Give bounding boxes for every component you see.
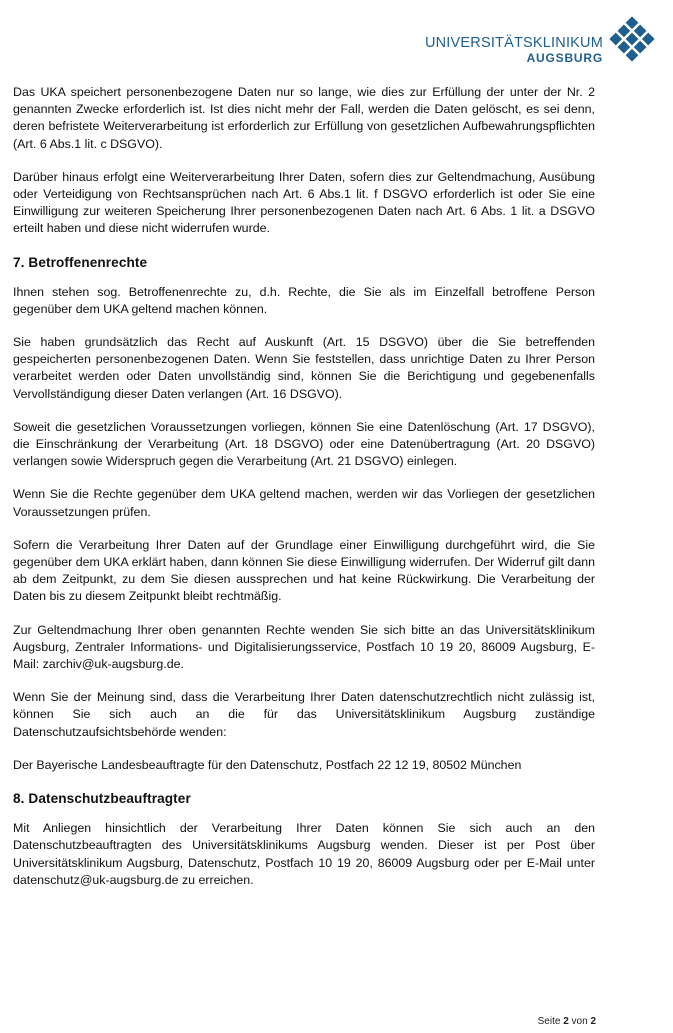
paragraph-verification: Wenn Sie die Rechte gegenüber dem UKA geltend machen, werden wir das Vorliegen der gesetzlichen Voraussetzungen prüfen. <box>13 487 595 519</box>
logo-line-university: UNIVERSITÄTSKLINIKUM <box>424 35 603 51</box>
paragraph-authority-address: Der Bayerische Landesbeauftragte für den Datenschutz, Postfach 22 12 19, 80502 München <box>13 757 522 772</box>
section-heading-8: 8. Datenschutzbeauftragter <box>13 791 191 807</box>
paragraph-right-of-access: Sie haben grundsätzlich das Recht auf Auskunft (Art. 15 DSGVO) über die Sie betreffenden gespeicherten personenbezogenen Daten. Wenn Sie feststellen, dass unrichtige Daten zu Ihrer Person verarbeitet werden oder Daten unvollständig sind, können Sie die Berichtigung und gegebenenfalls Vervollständigung dieser Daten verlangen (Art. 16 DSGVO). <box>13 335 595 401</box>
paragraph-rights-intro: Ihnen stehen sog. Betroffenenrechte zu, d.h. Rechte, die Sie als im Einzelfall betroffene Person gegenüber dem UKA geltend machen können. <box>13 284 595 316</box>
document-body <box>13 84 595 905</box>
paragraph-erasure-restriction: Soweit die gesetzlichen Voraussetzungen vorliegen, können Sie eine Datenlöschung (Art. 17 DSGVO), die Einschränkung der Verarbeitung (Art. 18 DSGVO) oder eine Datenübertragung (Art. 20 DSGVO) verlangen sowie Widerspruch gegen die Verarbeitung (Art. 21 DSGVO) einlegen. <box>13 419 595 469</box>
page-number-current: 2 <box>563 1016 569 1027</box>
paragraph-retention: Das UKA speichert personenbezogene Daten nur so lange, wie dies zur Erfüllung der unter der Nr. 2 genannten Zwecke erforderlich ist. Ist dies nicht mehr der Fall, werden die Daten gelöscht, es sei denn, deren befristete Weiterverarbeitung ist erforderlich zur Erfüllung von gesetzlichen Aufbewahrungspflichten (Art. 6 Abs.1 lit. c DSGVO). <box>13 85 595 151</box>
page-number-separator: von <box>571 1016 588 1027</box>
page-number-total: 2 <box>590 1016 596 1027</box>
page-header <box>403 12 663 67</box>
paragraph-consent-withdrawal: Sofern die Verarbeitung Ihrer Daten auf der Grundlage einer Einwilligung durchgeführt wird, die Sie gegenüber dem UKA erklärt haben, dann können Sie diese Einwilligung widerrufen. Der Widerruf gilt dann ab dem Zeitpunkt, zu dem Sie diesen aussprechen und hat keine Rückwirkung. Die Verarbeitung der Daten bis zu diesem Zeitpunkt bleibt rechtmäßig. <box>13 537 595 604</box>
page-number <box>538 1016 596 1027</box>
paragraph-contact-address: Zur Geltendmachung Ihrer oben genannten Rechte wenden Sie sich bitte an das Universitätsklinikum Augsburg, Zentraler Informations- und Digitalisierungsservice, Postfach 10 19 20, 86009 Augsburg, E-Mail: zarchiv@uk-augsburg.de. <box>13 622 595 672</box>
section-heading-7: 7. Betroffenenrechte <box>13 254 148 270</box>
paragraph-supervisory-authority: Wenn Sie der Meinung sind, dass die Verarbeitung Ihrer Daten datenschutzrechtlich nicht zulässig ist, können Sie sich auch an die für das Universitätsklinikum Augsburg zuständige Datenschutzaufsichtsbehörde wenden: <box>13 690 595 739</box>
paragraph-further-processing: Darüber hinaus erfolgt eine Weiterverarbeitung Ihrer Daten, sofern dies zur Geltendmachung, Ausübung oder Verteidigung von Rechtsansprüchen nach Art. 6 Abs.1 lit. f DSGVO erforderlich ist oder Sie eine Einwilligung zur weiteren Speicherung Ihrer personenbezogenen Daten nach Art. 6 Abs. 1 lit. a DSGVO erteilt haben und diese nicht widerrufen wurde. <box>13 169 595 236</box>
diamond-lattice-logo-icon <box>607 14 657 64</box>
paragraph-data-protection-officer: Mit Anliegen hinsichtlich der Verarbeitung Ihrer Daten können Sie sich auch an den Datenschutzbeauftragten des Universitätsklinikums Augsburg wenden. Dieser ist per Post über Universitätsklinikum Augsburg, Datenschutz, Postfach 10 19 20, 86009 Augsburg oder per E-Mail unter datenschutz@uk-augsburg.de zu erreichen. <box>13 821 595 887</box>
page-number-prefix: Seite <box>537 1016 561 1027</box>
logo-wordmark <box>425 36 603 64</box>
logo-line-city: AUGSBURG <box>526 50 603 65</box>
